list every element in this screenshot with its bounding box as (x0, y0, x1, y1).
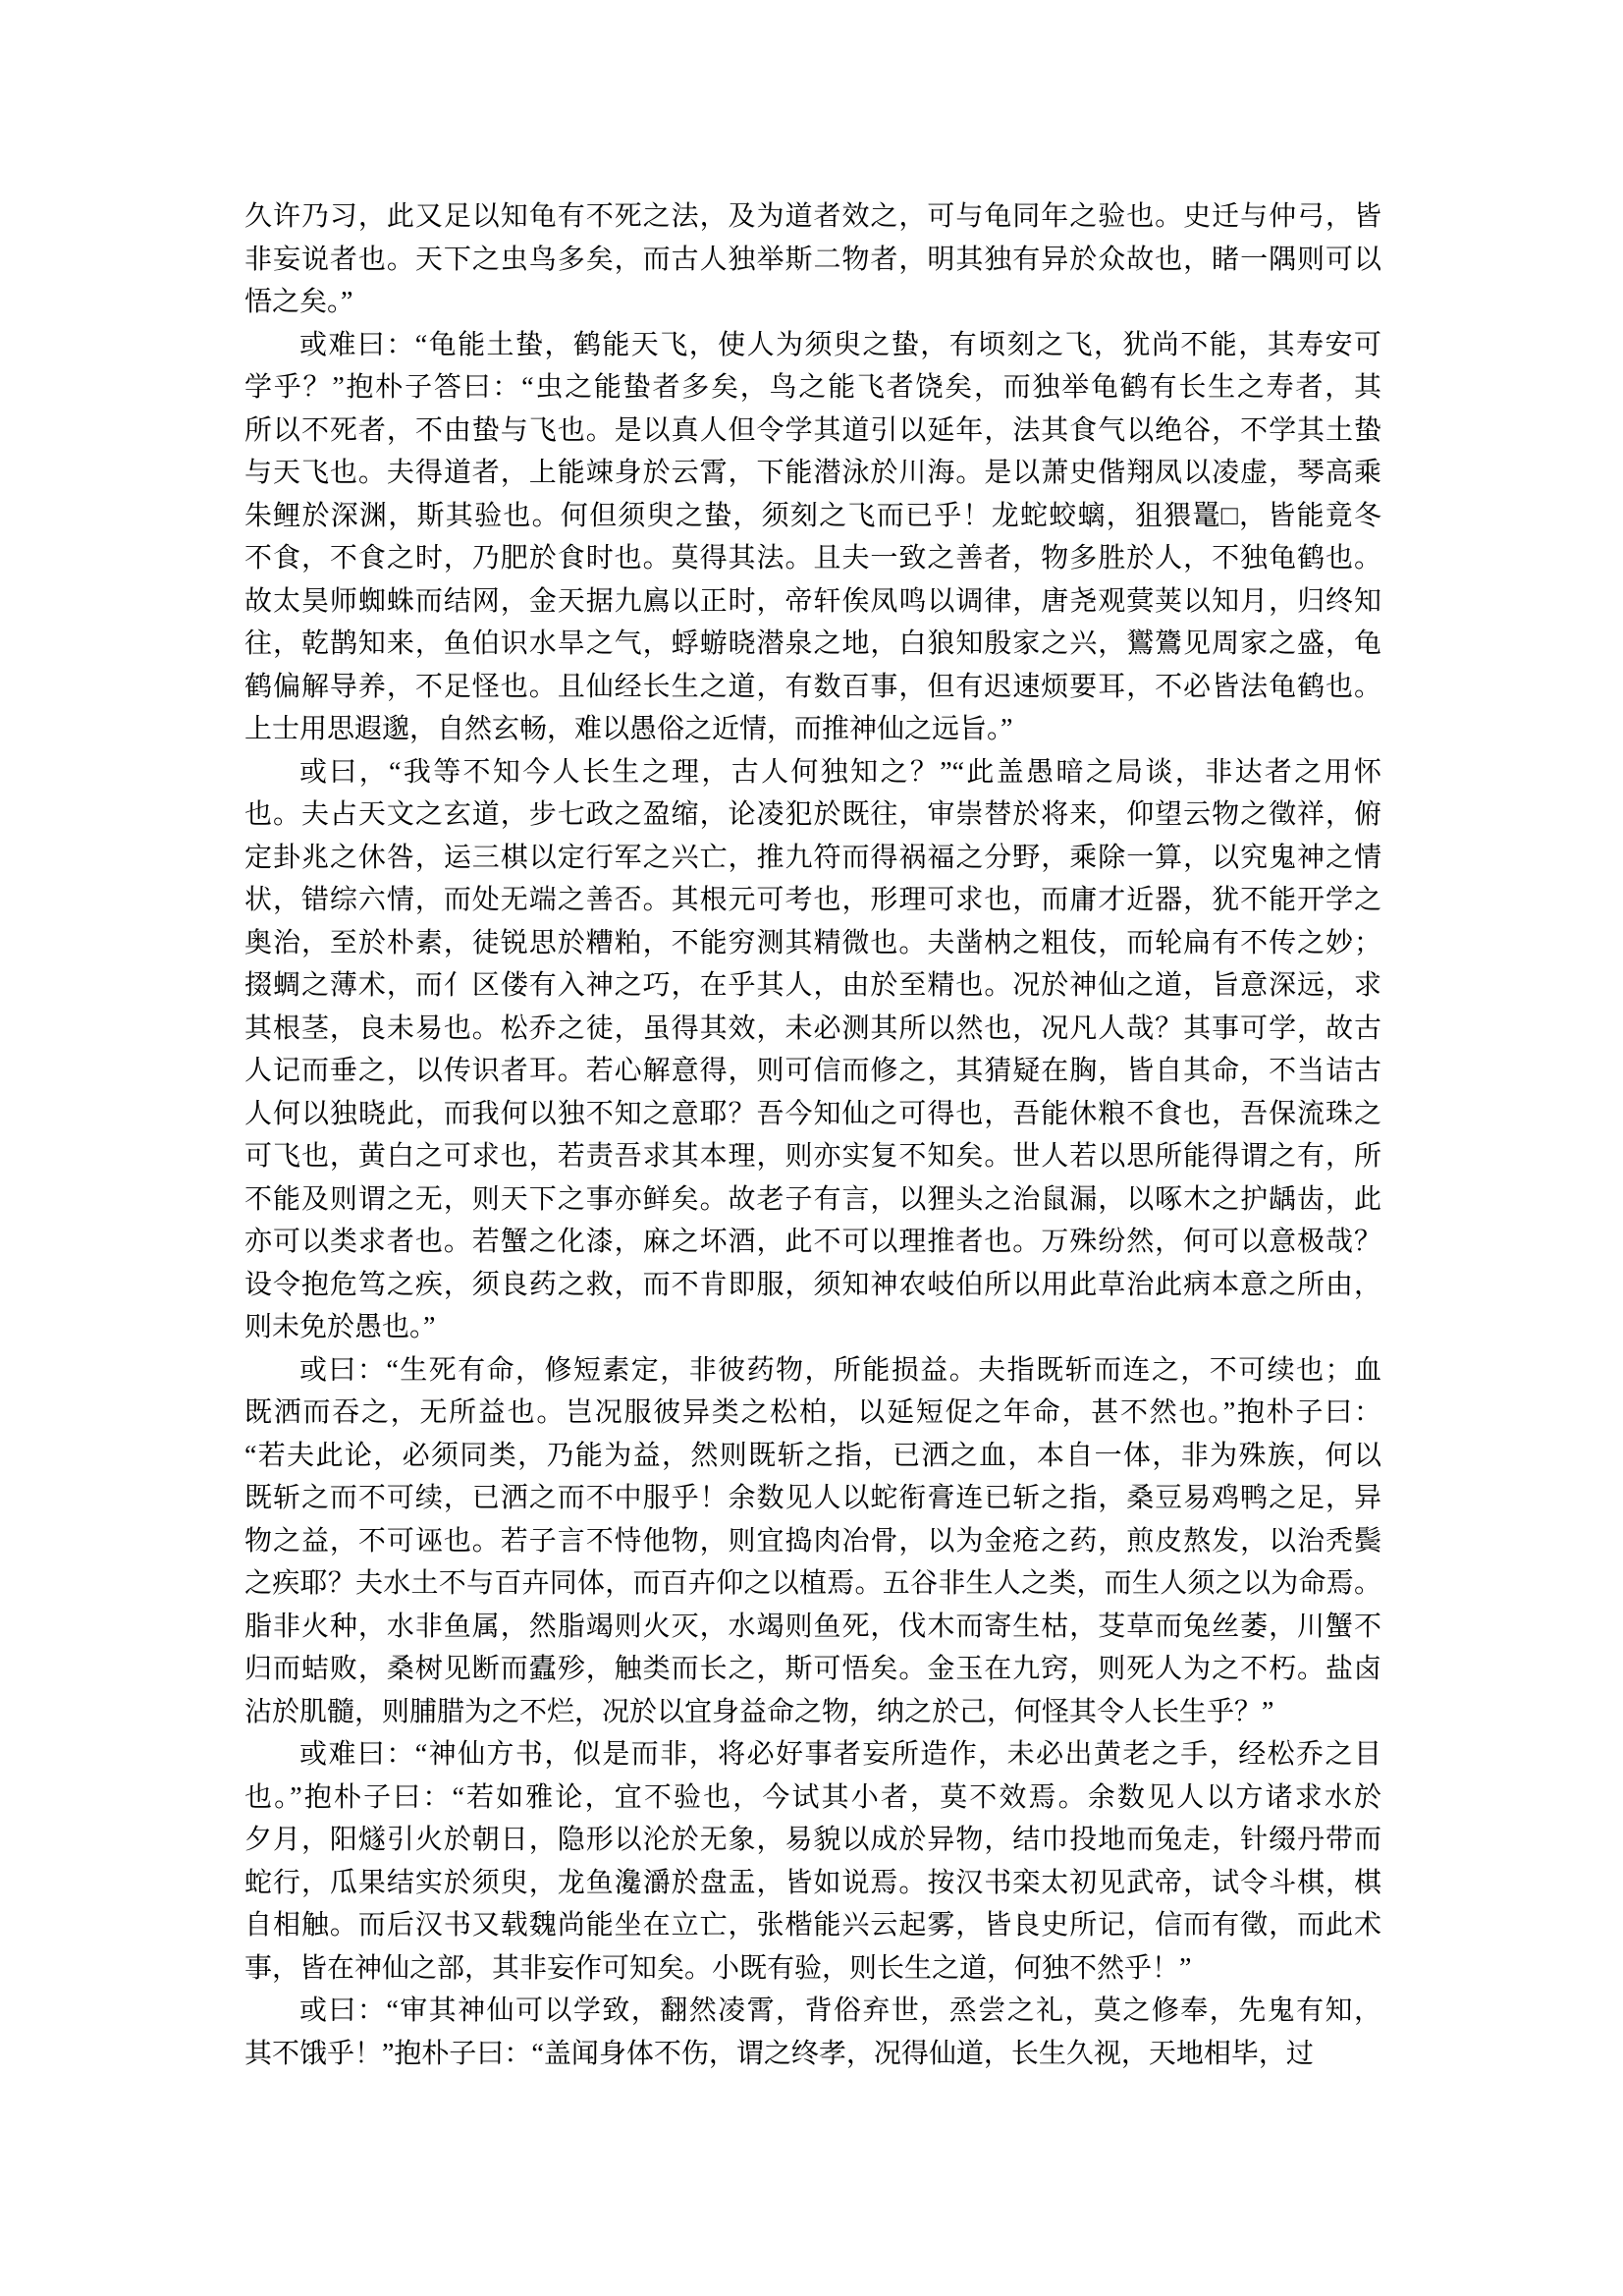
text-line: “若夫此论，必须同类，乃能为益，然则既斩之指，已洒之血，本自一体，非为殊族，何以 (244, 1440, 1381, 1471)
text-line: 设令抱危笃之疾，须良药之救，而不肯即服，须知神农岐伯所以用此草治此病本意之所由， (244, 1269, 1381, 1300)
text-line: 事，皆在神仙之部，其非妄作可知矣。小既有验，则长生之道，何独不然乎！” (244, 1952, 1192, 1984)
text-line: 蛇行，瓜果结实於须臾，龙鱼瀺灂於盘盂，皆如说焉。按汉书栾太初见武帝，试令斗棋，棋 (244, 1867, 1381, 1898)
text-line: 可飞也，黄白之可求也，若责吾求其本理，则亦实复不知矣。世人若以思所能得谓之有，所 (244, 1141, 1381, 1172)
text-line: 不能及则谓之无，则天下之事亦鲜矣。故老子有言，以狸头之治鼠漏，以啄木之护龋齿，此 (244, 1183, 1381, 1215)
text-line: 也。夫占天文之玄道，步七政之盈缩，论凌犯於既往，审崇替於将来，仰望云物之徵祥，俯 (244, 799, 1381, 830)
text-line: 朱鲤於深渊，斯其验也。何但须臾之蛰，须刻之飞而已乎！龙蛇蛟螭，狙猥鼍□，皆能竟冬 (244, 500, 1381, 531)
text-line: 亦可以类求者也。若蟹之化漆，麻之坏酒，此不可以理推者也。万殊纷然，何可以意极哉？ (244, 1227, 1381, 1257)
text-line: 所以不死者，不由蛰与飞也。是以真人但令学其道引以延年，法其食气以绝谷，不学其土蛰 (244, 414, 1381, 446)
text-line: 或曰：“生死有命，修短素定，非彼药物，所能损益。夫指既斩而连之，不可续也；血 (299, 1354, 1381, 1386)
text-line: 状，错综六情，而处无端之善否。其根元可考也，形理可求也，而庸才近器，犹不能开学之 (244, 885, 1381, 915)
text-line: 人何以独晓此，而我何以独不知之意耶？吾今知仙之可得也，吾能休粮不食也，吾保流珠之 (244, 1098, 1381, 1129)
text-line: 或难曰：“神仙方书，似是而非，将必好事者妄所造作，未必出黄老之手，经松乔之目 (299, 1739, 1381, 1770)
text-line: 定卦兆之休咎，运三棋以定行军之兴亡，推九符而得祸福之分野，乘除一算，以究鬼神之情 (244, 842, 1381, 873)
text-line: 往，乾鹊知来，鱼伯识水旱之气，蜉蝣晓潜泉之地，白狼知殷家之兴，鸑鷟见周家之盛，龟 (244, 629, 1381, 659)
text-line: 也。”抱朴子曰：“若如雅论，宜不验也，今试其小者，莫不效焉。余数见人以方诸求水於 (244, 1781, 1381, 1813)
text-line: 或曰，“我等不知今人长生之理，古人何独知之？”“此盖愚暗之局谈，非达者之用怀 (299, 756, 1381, 788)
text-line: 非妄说者也。天下之虫鸟多矣，而古人独举斯二物者，明其独有异於众故也，睹一隅则可以 (244, 244, 1381, 275)
text-line: 则未免於愚也。” (244, 1312, 436, 1342)
text-line: 或曰：“审其神仙可以学致，翻然凌霄，背俗弃世，烝尝之礼，莫之修奉，先鬼有知， (299, 1995, 1381, 2026)
text-line: 其不饿乎！”抱朴子曰：“盖闻身体不伤，谓之终孝，况得仙道，长生久视，天地相毕，过 (244, 2038, 1314, 2069)
text-line: 或难曰：“龟能土蛰，鹤能天飞，使人为须臾之蛰，有顷刻之飞，犹尚不能，其寿安可 (299, 329, 1381, 360)
text-line: 既斩之而不可续，已洒之而不中服乎！余数见人以蛇衔膏连已斩之指，桑豆易鸡鸭之足，异 (244, 1483, 1381, 1513)
text-line: 既洒而吞之，无所益也。岂况服彼异类之松柏，以延短促之年命，甚不然也。”抱朴子曰： (244, 1397, 1381, 1428)
text-line: 脂非火种，水非鱼属，然脂竭则火灭，水竭则鱼死，伐木而寄生枯，芟草而兔丝萎，川蟹不 (244, 1611, 1381, 1642)
text-line: 归而蛣败，桑树见断而蠹殄，触类而长之，斯可悟矣。金玉在九窍，则死人为之不朽。盐卤 (244, 1654, 1381, 1684)
text-line: 久许乃习，此又足以知龟有不死之法，及为道者效之，可与龟同年之验也。史迁与仲弓，皆 (244, 201, 1381, 232)
text-line: 奥治，至於朴素，徒锐思於糟粕，不能穷测其精微也。夫凿枘之粗伎，而轮扁有不传之妙； (244, 927, 1381, 958)
text-line: 不食，不食之时，乃肥於食时也。莫得其法。且夫一致之善者，物多胜於人，不独龟鹤也。 (244, 543, 1381, 574)
text-line: 夕月，阳燧引火於朝日，隐形以沦於无象，易貌以成於异物，结巾投地而兔走，针缀丹带而 (244, 1825, 1381, 1855)
document-body (244, 195, 1381, 2075)
text-line: 上士用思遐邈，自然玄畅，难以愚俗之近情，而推神仙之远旨。” (244, 714, 1013, 744)
text-line: 鹤偏解导养，不足怪也。且仙经长生之道，有数百事，但有迟速烦要耳，不必皆法龟鹤也。 (244, 671, 1381, 702)
text-line: 学乎？”抱朴子答曰：“虫之能蛰者多矣，鸟之能飞者饶矣，而独举龟鹤有长生之寿者，其 (244, 372, 1381, 403)
text-line: 掇蜩之薄术，而亻区偻有入神之巧，在乎其人，由於至精也。况於神仙之道，旨意深远，求 (244, 970, 1381, 1001)
text-line: 其根茎，良未易也。松乔之徒，虽得其效，未必测其所以然也，况凡人哉？其事可学，故古 (244, 1012, 1381, 1044)
text-line: 物之益，不可诬也。若子言不恃他物，则宜捣肉冶骨，以为金疮之药，煎皮熬发，以治秃鬓 (244, 1525, 1381, 1557)
text-line: 人记而垂之，以传识者耳。若心解意得，则可信而修之，其猜疑在胸，皆自其命，不当诘古 (244, 1056, 1381, 1086)
text-line: 故太昊师蜘蛛而结网，金天据九鳸以正时，帝轩俟凤鸣以调律，唐尧观蓂荚以知月，归终知 (244, 585, 1381, 617)
text-line: 自相触。而后汉书又载魏尚能坐在立亡，张楷能兴云起雾，皆良史所记，信而有徵，而此术 (244, 1910, 1381, 1941)
text-line: 悟之矣。” (244, 287, 353, 317)
text-line: 与天飞也。夫得道者，上能竦身於云霄，下能潜泳於川海。是以萧史偕翔凤以凌虚，琴高乘 (244, 458, 1381, 488)
text-line: 沾於肌髓，则脯腊为之不烂，况於以宜身益命之物，纳之於己，何怪其令人长生乎？” (244, 1696, 1274, 1727)
text-line: 之疾耶？夫水土不与百卉同体，而百卉仰之以植焉。五谷非生人之类，而生人须之以为命焉。 (244, 1568, 1381, 1599)
